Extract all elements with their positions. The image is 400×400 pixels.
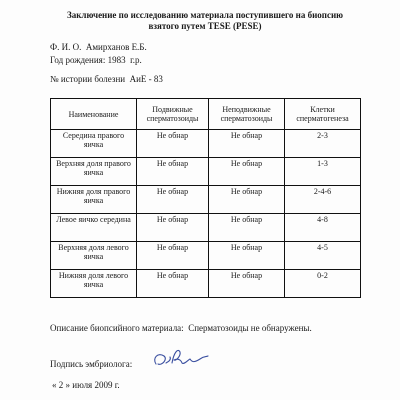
row-immobile: Не обнар bbox=[209, 242, 285, 270]
header-mobile-sperm: Подвижные сперматозоиды bbox=[137, 99, 209, 130]
patient-name-label: Ф. И. О. bbox=[50, 42, 82, 52]
table-row bbox=[51, 214, 361, 242]
row-mobile: Не обнар bbox=[137, 242, 209, 270]
row-cells: 4-8 bbox=[285, 214, 361, 242]
biopsy-results-table bbox=[50, 98, 361, 298]
row-mobile: Не обнар bbox=[137, 214, 209, 242]
row-immobile: Не обнар bbox=[209, 270, 285, 298]
handwritten-signature bbox=[148, 344, 210, 372]
row-cells: 0-2 bbox=[285, 270, 361, 298]
description-value: Сперматозоиды не обнаружены. bbox=[188, 323, 312, 333]
row-mobile: Не обнар bbox=[137, 270, 209, 298]
row-mobile: Не обнар bbox=[137, 186, 209, 214]
birth-year-label: Год рождения: bbox=[50, 55, 106, 65]
patient-name-line bbox=[50, 42, 147, 53]
description-line bbox=[50, 323, 312, 334]
document-title bbox=[40, 10, 370, 32]
row-immobile: Не обнар bbox=[209, 186, 285, 214]
row-mobile: Не обнар bbox=[137, 158, 209, 186]
row-name: Верхняя доля левого яичка bbox=[51, 242, 137, 270]
row-mobile: Не обнар bbox=[137, 130, 209, 158]
description-label: Описание биопсийного материала: bbox=[50, 323, 184, 333]
table-row bbox=[51, 130, 361, 158]
patient-name-value: Амирханов Е.Б. bbox=[85, 42, 147, 52]
row-name: Нижняя доля левого яичка bbox=[51, 270, 137, 298]
signature-line bbox=[50, 359, 132, 370]
row-name: Середина правого яичка bbox=[51, 130, 137, 158]
birth-year-value: 1983 bbox=[107, 55, 126, 65]
table-row bbox=[51, 186, 361, 214]
birth-year-line bbox=[50, 55, 142, 66]
row-cells: 1-3 bbox=[285, 158, 361, 186]
row-name: Нижняя доля правого яичка bbox=[51, 186, 137, 214]
row-cells: 2-3 bbox=[285, 130, 361, 158]
title-line-1: Заключение по исследованию материала поступившего на биопсию bbox=[66, 10, 344, 20]
birth-year-suffix: г.р. bbox=[130, 55, 142, 65]
date-line: « 2 » июля 2009 г. bbox=[52, 380, 120, 390]
signature-label: Подпись эмбриолога: bbox=[50, 359, 133, 369]
row-immobile: Не обнар bbox=[209, 130, 285, 158]
table-row bbox=[51, 158, 361, 186]
table-row bbox=[51, 242, 361, 270]
title-line-2: взятого путем TESE (PESE) bbox=[148, 21, 262, 31]
history-number-value: АиЕ - 83 bbox=[129, 74, 163, 84]
table-header-row bbox=[51, 99, 361, 130]
row-immobile: Не обнар bbox=[209, 214, 285, 242]
header-name: Наименование bbox=[51, 99, 137, 130]
row-name: Левое яичко середина bbox=[51, 214, 137, 242]
row-immobile: Не обнар bbox=[209, 158, 285, 186]
row-name: Верхняя доля правого яичка bbox=[51, 158, 137, 186]
history-number-label: № истории болезни bbox=[50, 74, 126, 84]
header-immobile-sperm: Неподвижные сперматозоиды bbox=[209, 99, 285, 130]
table-row bbox=[51, 270, 361, 298]
row-cells: 2-4-6 bbox=[285, 186, 361, 214]
history-number-line bbox=[50, 74, 163, 85]
row-cells: 4-5 bbox=[285, 242, 361, 270]
header-spermatogenesis-cells: Клетки сперматогенеза bbox=[285, 99, 361, 130]
